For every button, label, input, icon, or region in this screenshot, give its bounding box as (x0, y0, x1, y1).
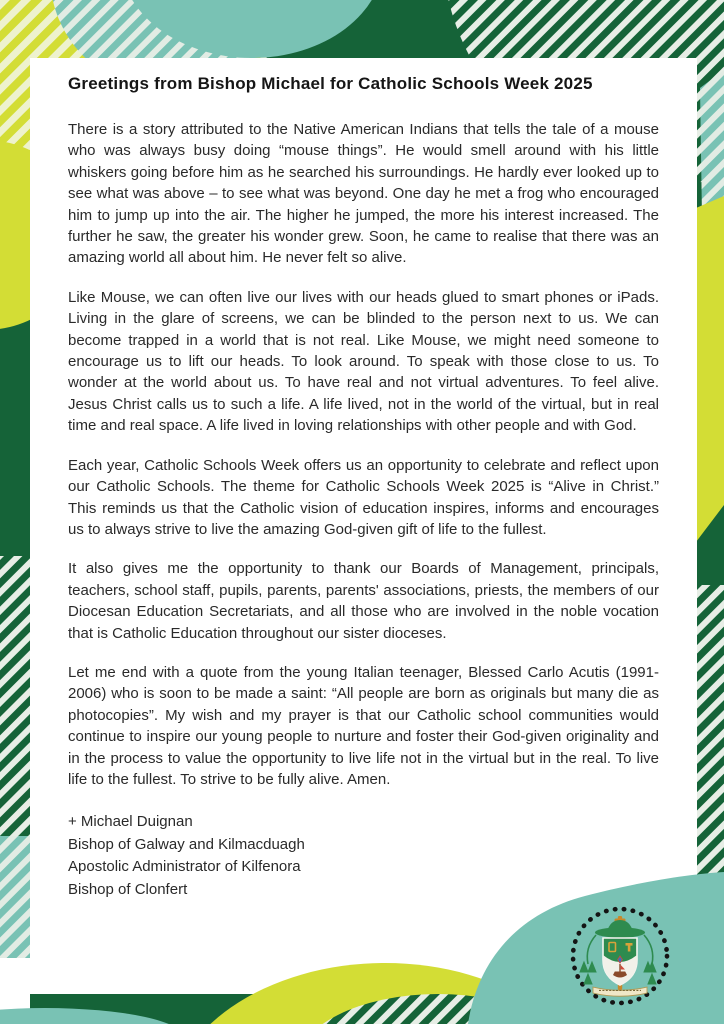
letter-paper (30, 58, 697, 994)
paragraph-like-mouse: Like Mouse, we can often live our lives with our heads glued to smart phones or iPads. Living in the glare of screens, we can be blinded to the person next to us. We can become trapped in a world that is not real. Like Mouse, we might need someone to encourage us to lift our heads. To look around. To speak with those close to us. To wonder at the world about us. To have real and not virtual adventures. To feel alive. Jesus Christ calls us to such a life. A life lived, not in the world of the virtual, but in real time and real space. A life lived in loving relationships with other people and with God. (68, 288, 659, 435)
signature-title-2: Apostolic Administrator of Kilfenora (68, 858, 301, 876)
letter-body (68, 119, 659, 790)
paragraph-carlo-acutis: Let me end with a quote from the young Italian teenager, Blessed Carlo Acutis (1991-2006) who is soon to be made a saint: “All people are born as originals but many die as photocopies”. My wish and my prayer is that our Catholic school communities would continue to inspire our young people to nurture and foster their God-given originality and in the process to value the opportunity to live life not in the virtual but in the real. To live life to the fullest. To strive to be fully alive. Amen. (68, 663, 659, 788)
left-teal-striped-band (0, 836, 30, 958)
paragraph-csw-theme: Each year, Catholic Schools Week offers us an opportunity to celebrate and reflect upon our Catholic Schools. The theme for Catholic Schools Week 2025 is “Alive in Christ.” This reminds us that the Catholic vision of education inspires, informs and encourages us to always strive to live the amazing God-given gift of life to the fullest. (68, 456, 659, 538)
signature-title-1: Bishop of Galway and Kilmacduagh (68, 835, 305, 853)
signature-title-3: Bishop of Clonfert (68, 880, 188, 898)
signature-name: + Michael Duignan (68, 813, 193, 831)
right-teal-striped-wedge (700, 70, 724, 218)
left-striped-band (0, 556, 30, 836)
right-chartreuse-band (696, 196, 724, 542)
page-title: Greetings from Bishop Michael for Catholic Schools Week 2025 (68, 74, 593, 93)
signature-block (68, 811, 659, 901)
paragraph-thanks: It also gives me the opportunity to thank our Boards of Management, principals, teachers, school staff, pupils, parents, parents' associations, priests, the members of our Diocesan Education Secretariats, and all those who are involved in the noble vocation that is Catholic Education throughout our sister dioceses. (68, 560, 659, 642)
paragraph-mouse-story: There is a story attributed to the Native American Indians that tells the tale of a mouse who was always busy doing “mouse things”. He would smell around with his little whiskers going before him as he searched his surroundings. He hardly ever looked up to see what was above – to see what was beyond. One day he met a frog who encouraged him to jump up into the air. The higher he jumped, the more his interest increased. The further he saw, the greater his wonder grew. Soon, he came to realise that there was an amazing world all about him. He never felt so alive. (68, 121, 659, 267)
